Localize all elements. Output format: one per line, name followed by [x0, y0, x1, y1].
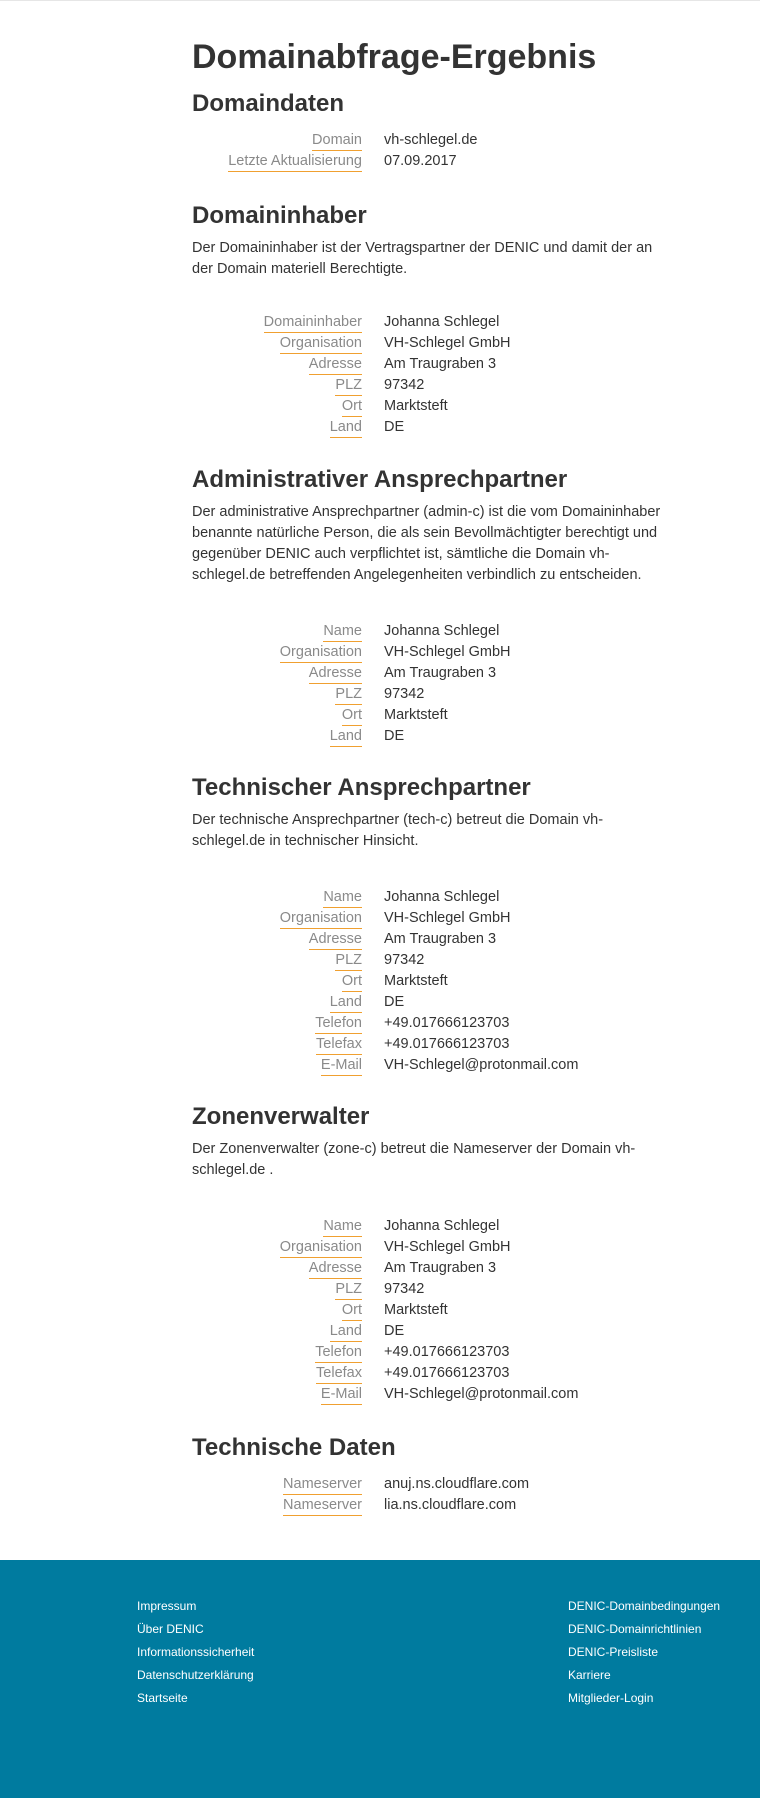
kv-row [192, 313, 672, 334]
field-value: vh-schlegel.de [384, 132, 478, 148]
footer-link[interactable]: DENIC-Domainbedingungen [568, 1599, 721, 1613]
footer-link[interactable]: Datenschutzerklärung [137, 1668, 254, 1682]
field-label: Organisation [280, 643, 362, 663]
field-value: VH-Schlegel GmbH [384, 910, 511, 926]
field-value: +49.017666123703 [384, 1036, 510, 1052]
field-label: PLZ [335, 685, 362, 705]
field-label: Domaininhaber [264, 313, 362, 333]
kv-row [192, 355, 672, 376]
field-value: Marktsteft [384, 707, 448, 723]
field-value: Am Traugraben 3 [384, 1260, 497, 1276]
footer-link[interactable]: Informationssicherheit [137, 1645, 255, 1659]
footer-link[interactable]: Über DENIC [137, 1622, 204, 1636]
section-tech-c [192, 774, 672, 852]
field-label: Land [330, 1322, 362, 1342]
heading-technische-daten: Technische Daten [192, 1434, 396, 1461]
field-value: VH-Schlegel GmbH [384, 644, 511, 660]
kv-row [192, 643, 672, 664]
field-label: Ort [342, 972, 362, 992]
kv-row [192, 727, 672, 748]
field-value: 97342 [384, 1281, 425, 1297]
kv-row [192, 909, 672, 930]
field-value: Johanna Schlegel [384, 623, 500, 639]
field-label: Telefax [316, 1035, 362, 1055]
kv-row [192, 972, 672, 993]
field-value: 97342 [384, 686, 425, 702]
kv-row [192, 1301, 672, 1322]
field-label: E-Mail [321, 1056, 362, 1076]
field-label: PLZ [335, 1280, 362, 1300]
field-label: Telefon [315, 1014, 362, 1034]
kv-row [192, 1056, 672, 1077]
footer-links-right [568, 1598, 720, 1713]
kv-row [192, 1385, 672, 1406]
heading-tech-c: Technischer Ansprechpartner [192, 774, 531, 801]
field-value: VH-Schlegel@protonmail.com [384, 1386, 579, 1402]
field-label: PLZ [335, 951, 362, 971]
kv-row [192, 1322, 672, 1343]
kv-row [192, 1238, 672, 1259]
field-value: Marktsteft [384, 973, 448, 989]
kv-row [192, 1259, 672, 1280]
kv-row [192, 131, 672, 152]
desc-zone-c: Der Zonenverwalter (zone-c) betreut die Nameserver der Domain vh-schlegel.de . [192, 1141, 636, 1178]
field-label: Organisation [280, 334, 362, 354]
field-label: Name [323, 1217, 362, 1237]
field-label: Name [323, 888, 362, 908]
field-label: Land [330, 727, 362, 747]
field-value: DE [384, 419, 405, 435]
heading-domaindaten: Domaindaten [192, 90, 345, 117]
field-label: Nameserver [283, 1496, 362, 1516]
field-value: Marktsteft [384, 1302, 448, 1318]
field-label: Telefon [315, 1343, 362, 1363]
kv-domaindaten [192, 131, 672, 173]
field-label: Land [330, 993, 362, 1013]
field-value: Johanna Schlegel [384, 889, 500, 905]
field-label: Ort [342, 397, 362, 417]
field-label: Adresse [309, 930, 362, 950]
field-label: Land [330, 418, 362, 438]
footer [0, 1560, 760, 1798]
kv-technische-daten [192, 1475, 672, 1517]
kv-row [192, 664, 672, 685]
kv-row [192, 418, 672, 439]
field-value: Marktsteft [384, 398, 448, 414]
section-zone-c [192, 1103, 672, 1181]
field-label: E-Mail [321, 1385, 362, 1405]
field-value: Am Traugraben 3 [384, 931, 497, 947]
kv-admin-c [192, 622, 672, 748]
kv-row [192, 1364, 672, 1385]
footer-link[interactable]: Karriere [568, 1668, 611, 1682]
field-value: Johanna Schlegel [384, 1218, 500, 1234]
field-value: DE [384, 728, 405, 744]
kv-row [192, 622, 672, 643]
field-value: +49.017666123703 [384, 1344, 510, 1360]
field-value: Am Traugraben 3 [384, 665, 497, 681]
field-label: Telefax [316, 1364, 362, 1384]
page-title: Domainabfrage-Ergebnis [192, 38, 597, 76]
kv-row [192, 930, 672, 951]
field-value: Am Traugraben 3 [384, 356, 497, 372]
field-label: Ort [342, 1301, 362, 1321]
field-label: Ort [342, 706, 362, 726]
heading-domaininhaber: Domaininhaber [192, 202, 367, 229]
field-label: Organisation [280, 1238, 362, 1258]
kv-row [192, 397, 672, 418]
desc-domaininhaber: Der Domaininhaber ist der Vertragspartner der DENIC und damit der an der Domain materiell Berechtigte. [192, 240, 653, 277]
kv-domaininhaber [192, 313, 672, 439]
field-value: anuj.ns.cloudflare.com [384, 1476, 530, 1492]
kv-row [192, 1217, 672, 1238]
kv-row [192, 1035, 672, 1056]
field-value: VH-Schlegel GmbH [384, 335, 511, 351]
field-value: +49.017666123703 [384, 1365, 510, 1381]
kv-row [192, 376, 672, 397]
field-label: Adresse [309, 355, 362, 375]
kv-row [192, 888, 672, 909]
kv-row [192, 1280, 672, 1301]
field-value: 97342 [384, 952, 425, 968]
desc-tech-c: Der technische Ansprechpartner (tech-c) betreut die Domain vh-schlegel.de in technischer Hinsicht. [192, 812, 604, 849]
kv-row [192, 706, 672, 727]
field-label: Letzte Aktualisierung [228, 152, 362, 172]
field-value: Johanna Schlegel [384, 314, 500, 330]
section-domaindaten [192, 90, 672, 118]
field-value: VH-Schlegel@protonmail.com [384, 1057, 579, 1073]
kv-zone-c [192, 1217, 672, 1406]
field-label: Nameserver [283, 1475, 362, 1495]
desc-admin-c: Der administrative Ansprechpartner (admin-c) ist die vom Domaininhaber benannte natürliche Person, die als sein Bevollmächtigter berechtigt und gegenüber DENIC auch verpflichtet ist, sämtliche die Domain vh-schlegel.de betreffenden Angelegenheiten verbindlich zu entscheiden. [192, 504, 661, 583]
field-label: Adresse [309, 664, 362, 684]
heading-zone-c: Zonenverwalter [192, 1103, 370, 1130]
kv-row [192, 1496, 672, 1517]
section-admin-c [192, 466, 672, 586]
kv-row [192, 685, 672, 706]
field-value: lia.ns.cloudflare.com [384, 1497, 517, 1513]
field-value: +49.017666123703 [384, 1015, 510, 1031]
kv-row [192, 1014, 672, 1035]
kv-row [192, 993, 672, 1014]
footer-links-left [137, 1598, 254, 1713]
field-value: 97342 [384, 377, 425, 393]
kv-row [192, 152, 672, 173]
footer-link[interactable]: DENIC-Preisliste [568, 1645, 659, 1659]
kv-row [192, 334, 672, 355]
footer-link[interactable]: DENIC-Domainrichtlinien [568, 1622, 702, 1636]
field-label: Domain [312, 131, 362, 151]
field-value: 07.09.2017 [384, 153, 457, 169]
field-label: Organisation [280, 909, 362, 929]
field-label: Name [323, 622, 362, 642]
field-label: PLZ [335, 376, 362, 396]
heading-admin-c: Administrativer Ansprechpartner [192, 466, 568, 493]
footer-link[interactable]: Startseite [137, 1691, 188, 1705]
kv-row [192, 1343, 672, 1364]
section-technische-daten [192, 1434, 672, 1462]
kv-row [192, 951, 672, 972]
field-value: DE [384, 1323, 405, 1339]
kv-row [192, 1475, 672, 1496]
footer-link[interactable]: Impressum [137, 1599, 197, 1613]
field-value: VH-Schlegel GmbH [384, 1239, 511, 1255]
top-divider [0, 0, 760, 1]
field-label: Adresse [309, 1259, 362, 1279]
kv-tech-c [192, 888, 672, 1077]
footer-link[interactable]: Mitglieder-Login [568, 1691, 654, 1705]
section-domaininhaber [192, 202, 672, 280]
field-value: DE [384, 994, 405, 1010]
